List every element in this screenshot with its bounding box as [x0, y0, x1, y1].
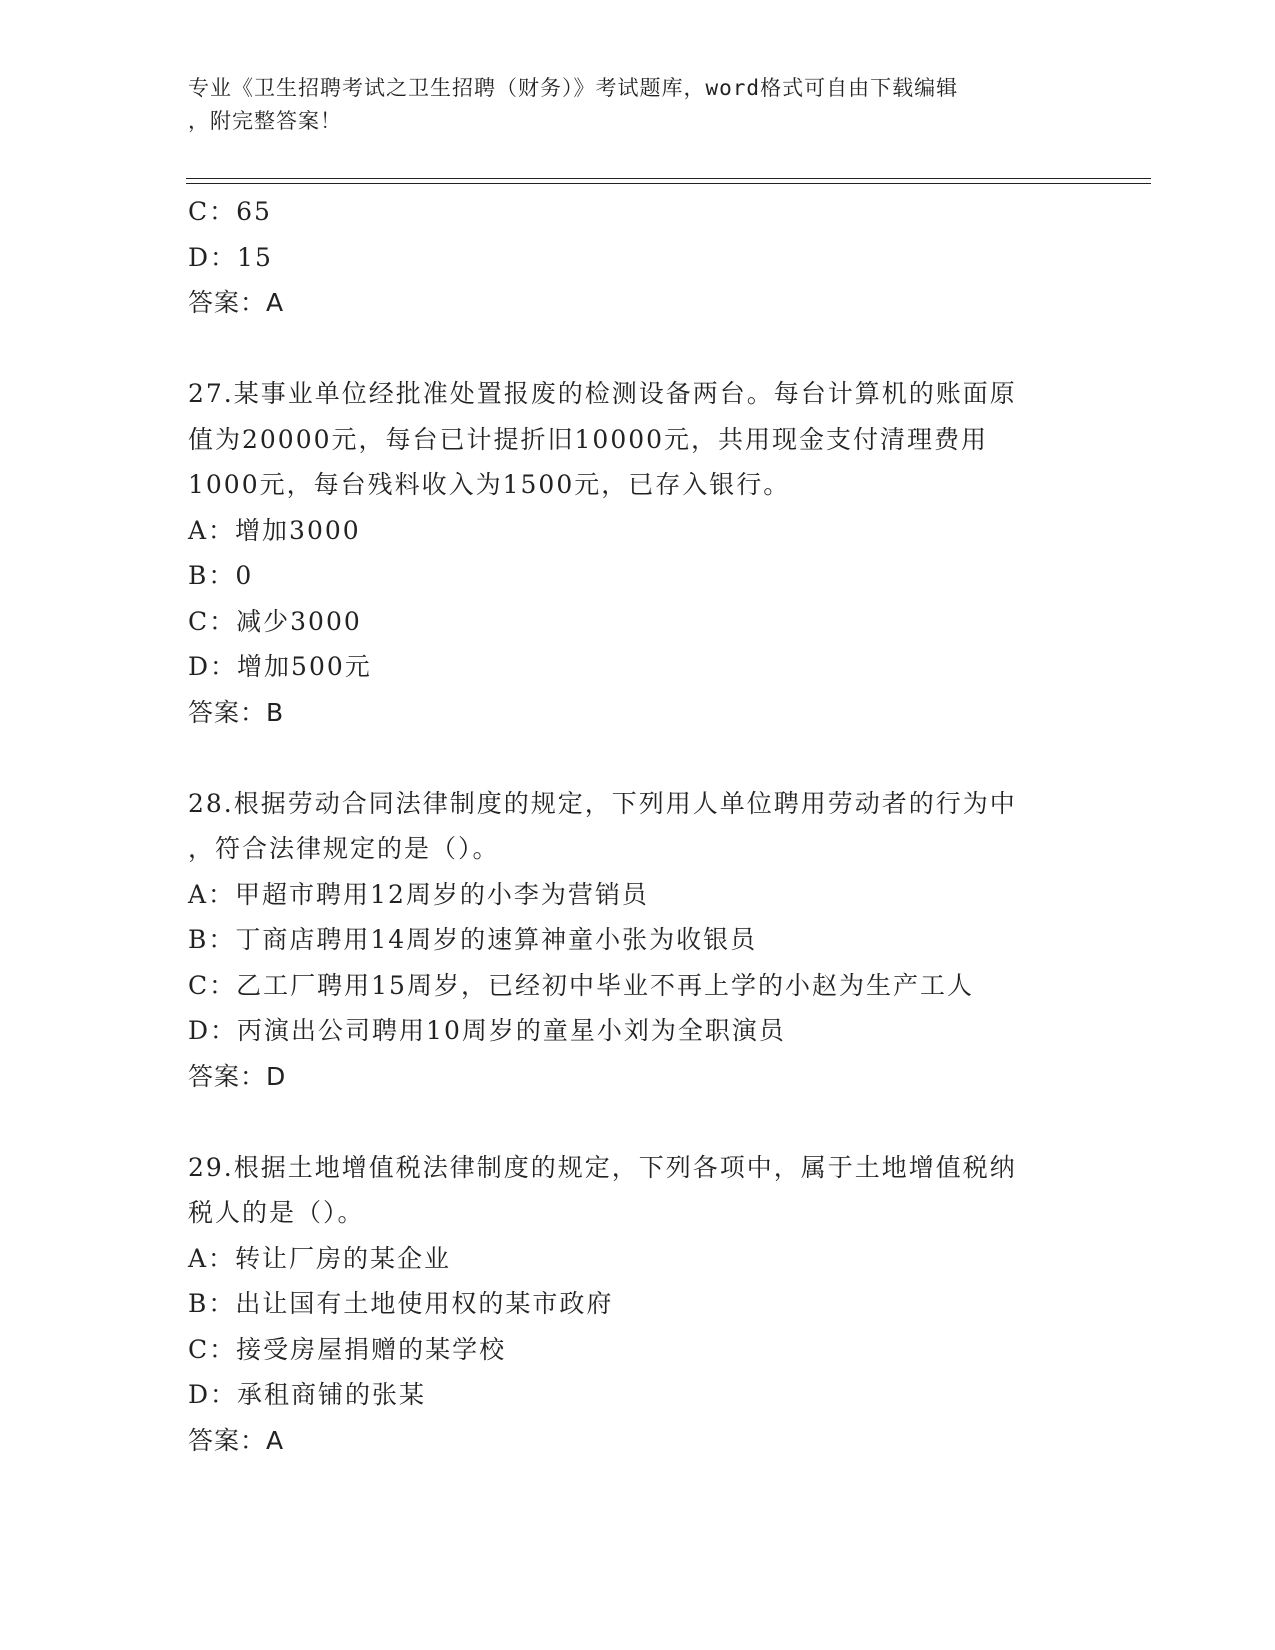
header-divider-bottom	[186, 183, 1151, 184]
answer-line: 答案：B	[188, 697, 285, 727]
option-a: A：增加3000	[188, 515, 361, 545]
question-content	[188, 189, 1088, 1463]
question-stem-line: ，符合法律规定的是（）。	[188, 834, 500, 863]
option-d: D：承租商铺的张某	[188, 1380, 427, 1409]
question-29	[188, 1145, 1088, 1464]
prev-question-block	[188, 189, 1088, 326]
option-a: A：转让厂房的某企业	[188, 1243, 452, 1273]
option-d: D：丙演出公司聘用10周岁的童星小刘为全职演员	[188, 1016, 786, 1045]
header-divider-top	[186, 178, 1151, 179]
answer-line: 答案：A	[188, 1425, 285, 1455]
spacer	[188, 326, 1088, 372]
header-line-1: 专业《卫生招聘考试之卫生招聘（财务）》考试题库，word格式可自由下载编辑	[188, 76, 959, 100]
option-a: A：甲超市聘用12周岁的小李为营销员	[188, 879, 649, 909]
question-stem-line: 28.根据劳动合同法律制度的规定，下列用人单位聘用劳动者的行为中	[188, 788, 1017, 818]
question-stem-line: 值为20000元，每台已计提折旧10000元，共用现金支付清理费用	[188, 424, 989, 454]
option-c: C：接受房屋捐赠的某学校	[188, 1334, 507, 1364]
question-27	[188, 371, 1088, 735]
spacer	[188, 1099, 1088, 1145]
question-stem-line: 1000元，每台残料收入为1500元，已存入银行。	[188, 470, 791, 499]
question-stem-line: 27.某事业单位经批准处置报废的检测设备两台。每台计算机的账面原	[188, 379, 1017, 408]
spacer	[188, 735, 1088, 781]
document-header	[188, 72, 1068, 138]
option-b: B：0	[188, 561, 254, 590]
option-d: D：增加500元	[188, 652, 372, 681]
option-c: C：减少3000	[188, 606, 362, 636]
option-c: C：乙工厂聘用15周岁，已经初中毕业不再上学的小赵为生产工人	[188, 970, 974, 1000]
header-line-2: ，附完整答案！	[188, 109, 342, 133]
question-28	[188, 781, 1088, 1100]
answer-line: 答案：A	[188, 288, 285, 317]
option-b: B：丁商店聘用14周岁的速算神童小张为收银员	[188, 925, 758, 954]
answer-line: 答案：D	[188, 1061, 287, 1091]
option-d: D：15	[188, 242, 273, 272]
option-b: B：出让国有土地使用权的某市政府	[188, 1289, 614, 1318]
option-c: C：65	[188, 197, 272, 226]
question-stem-line: 29.根据土地增值税法律制度的规定，下列各项中，属于土地增值税纳	[188, 1152, 1017, 1182]
question-stem-line: 税人的是（）。	[188, 1198, 365, 1227]
